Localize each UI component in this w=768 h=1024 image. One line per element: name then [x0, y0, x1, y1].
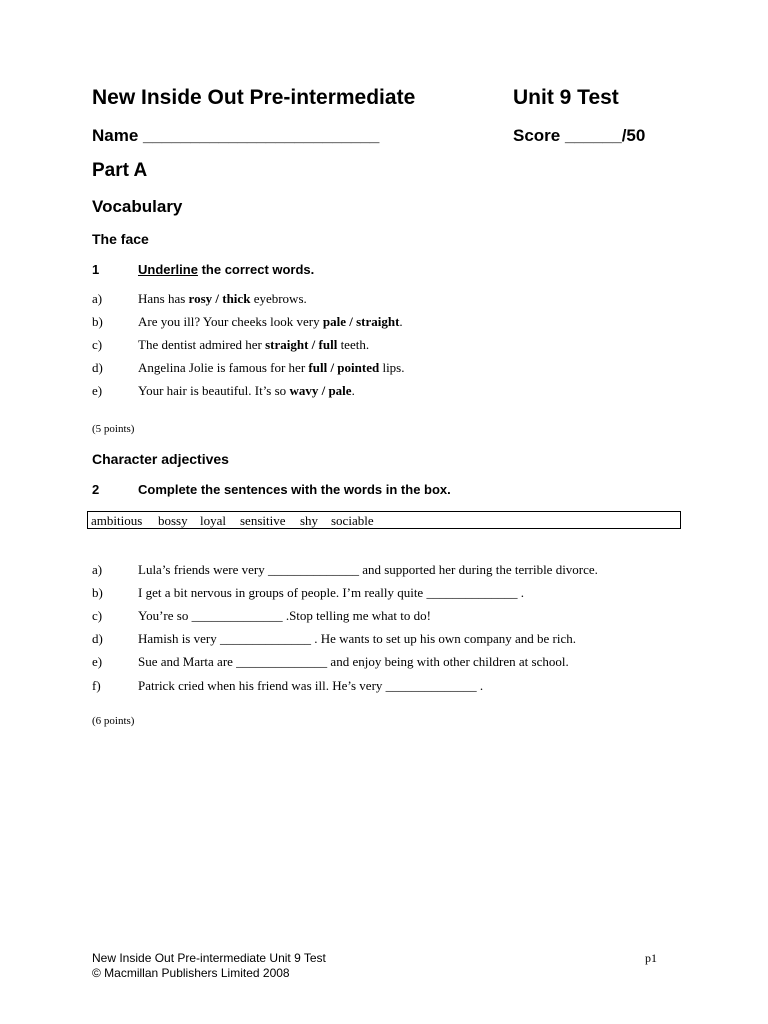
item-text-before: Angelina Jolie is famous for her: [138, 360, 309, 375]
word-box-word: sociable: [331, 513, 374, 528]
item-letter: e): [92, 654, 103, 669]
page-number: p1: [645, 951, 657, 965]
item-choice-options[interactable]: rosy / thick: [188, 291, 251, 306]
item-text-after: lips.: [379, 360, 405, 375]
item-text-after: teeth.: [337, 337, 370, 352]
exercise2-instruction: Complete the sentences with the words in the box.: [138, 482, 451, 497]
word-box-word: sensitive: [240, 513, 286, 528]
section-title: Vocabulary: [92, 197, 183, 216]
item-sentence[interactable]: Lula’s friends were very ______________ and supported her during the terrible divorce.: [138, 562, 598, 577]
part-title: Part A: [92, 160, 148, 181]
exercise2-item: [92, 585, 692, 603]
item-letter: c): [92, 608, 103, 623]
exercise1-number: 1: [92, 262, 100, 277]
word-box-word: ambitious: [91, 513, 143, 528]
item-text-after: eyebrows.: [250, 291, 307, 306]
item-sentence[interactable]: Hamish is very ______________ . He wants to set up his own company and be rich.: [138, 631, 576, 646]
unit-title: Unit 9 Test: [513, 86, 619, 109]
word-box-word: loyal: [200, 513, 226, 528]
footer-title: New Inside Out Pre-intermediate Unit 9 Test: [92, 951, 326, 965]
item-choice-options[interactable]: full / pointed: [308, 360, 380, 375]
item-sentence[interactable]: Sue and Marta are ______________ and enjoy being with other children at school.: [138, 654, 569, 669]
instruction-underlined: Underline: [138, 262, 198, 277]
exercise1-item: [92, 314, 692, 332]
item-choice-options[interactable]: straight / full: [265, 337, 338, 352]
word-box-word: shy: [300, 513, 319, 528]
exercise2-item: [92, 678, 692, 696]
item-text-before: Hans has: [138, 291, 189, 306]
exercise2-item: [92, 631, 692, 649]
item-text-after: .: [399, 314, 403, 329]
item-sentence[interactable]: I get a bit nervous in groups of people. I’m really quite ______________ .: [138, 585, 524, 600]
exercise2-subtitle: Character adjectives: [92, 451, 229, 467]
exercise2-item: [92, 562, 692, 580]
footer-copyright: © Macmillan Publishers Limited 2008: [92, 966, 290, 980]
exercise2-number: 2: [92, 482, 100, 497]
name-field: Name _________________________: [92, 126, 380, 145]
exercise2-item: [92, 654, 692, 672]
exercise1-subtitle: The face: [92, 231, 149, 247]
word-box: [87, 511, 681, 529]
item-choice-options[interactable]: wavy / pale: [289, 383, 352, 398]
item-letter: b): [92, 585, 103, 600]
item-letter: d): [92, 631, 103, 646]
document-title: New Inside Out Pre-intermediate: [92, 86, 416, 109]
item-text: [138, 291, 307, 307]
item-letter: d): [92, 360, 103, 375]
item-sentence[interactable]: Patrick cried when his friend was ill. He’s very ______________ .: [138, 678, 484, 693]
exercise2-item: [92, 608, 692, 626]
item-text-before: Are you ill? Your cheeks look very: [138, 314, 323, 329]
score-field: Score ______/50: [513, 126, 646, 145]
item-choice-options[interactable]: pale / straight: [322, 314, 400, 329]
exercise1-instruction: [138, 262, 314, 277]
item-letter: c): [92, 337, 103, 352]
item-sentence[interactable]: You’re so ______________ .Stop telling me what to do!: [138, 608, 431, 623]
exercise1-item: [92, 291, 692, 309]
exercise1-points: (5 points): [92, 423, 135, 435]
exercise1-item: [92, 360, 692, 378]
item-letter: b): [92, 314, 103, 329]
item-text-after: .: [351, 383, 355, 398]
item-letter: e): [92, 383, 103, 398]
word-box-word: bossy: [158, 513, 188, 528]
item-text-before: The dentist admired her: [138, 337, 266, 352]
item-letter: f): [92, 678, 101, 693]
instruction-rest: the correct words.: [197, 262, 315, 277]
item-text: [138, 383, 355, 399]
item-letter: a): [92, 562, 103, 577]
exercise1-item: [92, 383, 692, 401]
item-text: [138, 360, 405, 376]
item-text-before: Your hair is beautiful. It’s so: [138, 383, 290, 398]
item-text: [138, 337, 369, 353]
item-letter: a): [92, 291, 103, 306]
item-text: [138, 314, 403, 330]
exercise2-points: (6 points): [92, 715, 135, 727]
exercise1-item: [92, 337, 692, 355]
